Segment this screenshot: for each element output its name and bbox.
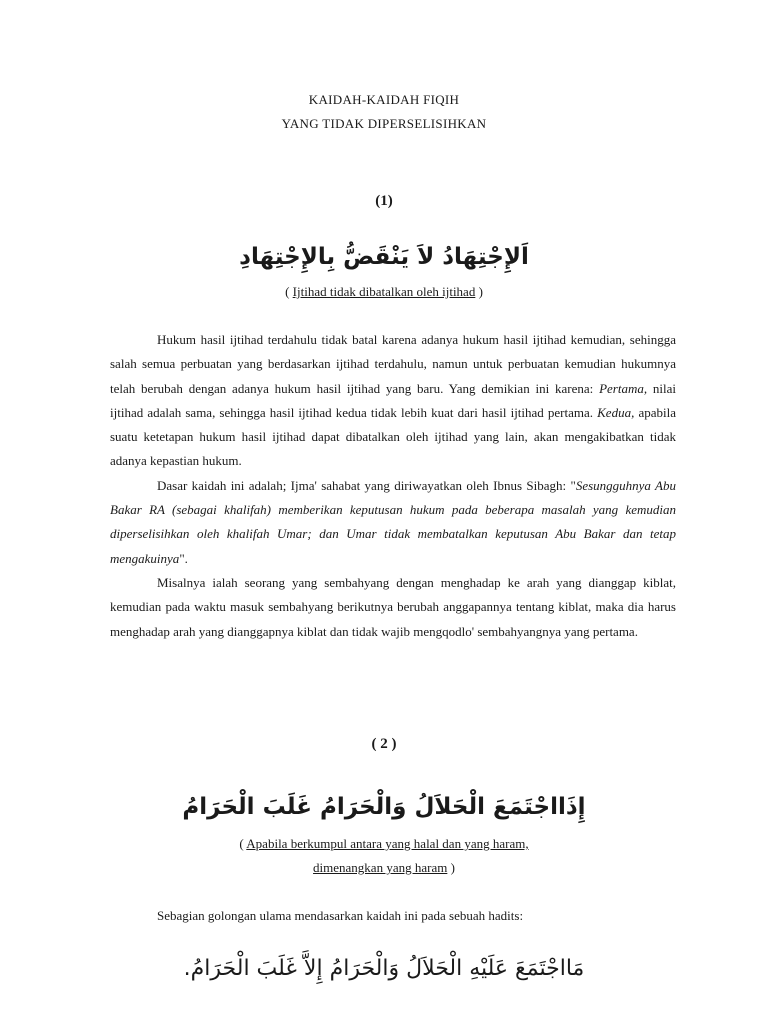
section-2-intro: Sebagian golongan ulama mendasarkan kaidah ini pada sebuah hadits: [157,908,524,923]
paragraph-1-text-a: Hukum hasil ijtihad terdahulu tidak batal karena adanya hukum hasil ijtihad kemudian, sehingga salah semua perbuatan yang berdasarkan ijtihad terdahulu, namun untuk perbuatan kemudian hukumnya telah berubah dengan adanya hukum hasil ijtihad yang baru. Yang demikian ini karena: [110,332,676,396]
section-2-translation-line-1 [0,836,768,852]
paragraph-2 [110,474,676,571]
title-line-1: KAIDAH-KAIDAH FIQIH [308,92,460,107]
section-1-translation [0,284,768,300]
translation-close-paren: ) [475,284,483,299]
title-line-2: YANG TIDAK DIPERSELISIHKAN [281,116,487,131]
paragraph-1-text-e: apabila suatu ketetapan hukum hasil ijtihad dapat dibatalkan oleh ijtihad yang lain, akan mengakibatkan tidak adanya kepastian hukum. [110,404,676,469]
section-1-arabic-rule: اَلإِجْتِهَادُ لاَ يَنْقَضُّ بِالإِجْتِهَادِ [239,244,529,270]
paragraph-2-text-a: Dasar kaidah ini adalah; Ijma' sahabat yang diriwayatkan oleh Ibnus Sibagh: " [157,477,576,493]
translation-2-close-paren: ) [447,860,455,875]
section-1-body [110,328,676,644]
translation-text: Ijtihad tidak dibatalkan oleh ijtihad [292,284,476,299]
paragraph-3: Misalnya ialah seorang yang sembahyang dengan menghadap ke arah yang dianggap kiblat, kemudian pada waktu masuk sembahyang berikutnya berubah anggapannya tentang kiblat, maka dia harus menghadap arah yang dianggapnya kiblat dan tidak wajib mengqodlo' sembahyangnya yang pertama. [110,574,676,639]
paragraph-1-pertama: Pertama, [599,380,648,396]
section-1-number: (1) [375,193,393,209]
paragraph-1-text-c: nilai ijtihad adalah sama, sehingga hasil ijtihad kedua tidak lebih kuat dari hasil ijtihad pertama. [110,380,676,420]
paragraph-1-kedua: Kedua, [597,404,635,420]
translation-2-text-1: Apabila berkumpul antara yang halal dan yang haram, [246,836,529,851]
translation-2-open-paren: ( [239,836,247,851]
translation-2-text-2: dimenangkan yang haram [313,860,448,875]
section-2-translation-line-2 [0,860,768,876]
paragraph-2-quote: Sesungguhnya Abu Bakar RA (sebagai khalifah) memberikan keputusan hukum pada beberapa masalah yang kemudian diperselisihkan oleh khalifah Umar; dan Umar tidak membatalkan keputusan Abu Bakar dan tetap mengakuinya [110,477,676,566]
section-2-number: ( 2 ) [371,736,397,752]
paragraph-1 [110,328,676,474]
translation-open-paren: ( [285,284,293,299]
paragraph-2-text-c: ". [179,550,188,566]
section-2-arabic-rule: إِذَااجْتَمَعَ الْحَلاَلُ وَالْحَرَامُ غَلَبَ الْحَرَامُ [182,794,586,820]
section-2-hadith-arabic: مَااجْتَمَعَ عَلَيْهِ الْحَلاَلُ وَالْحَرَامُ إِلاَّ غَلَبَ الْحَرَامُ. [183,956,585,981]
